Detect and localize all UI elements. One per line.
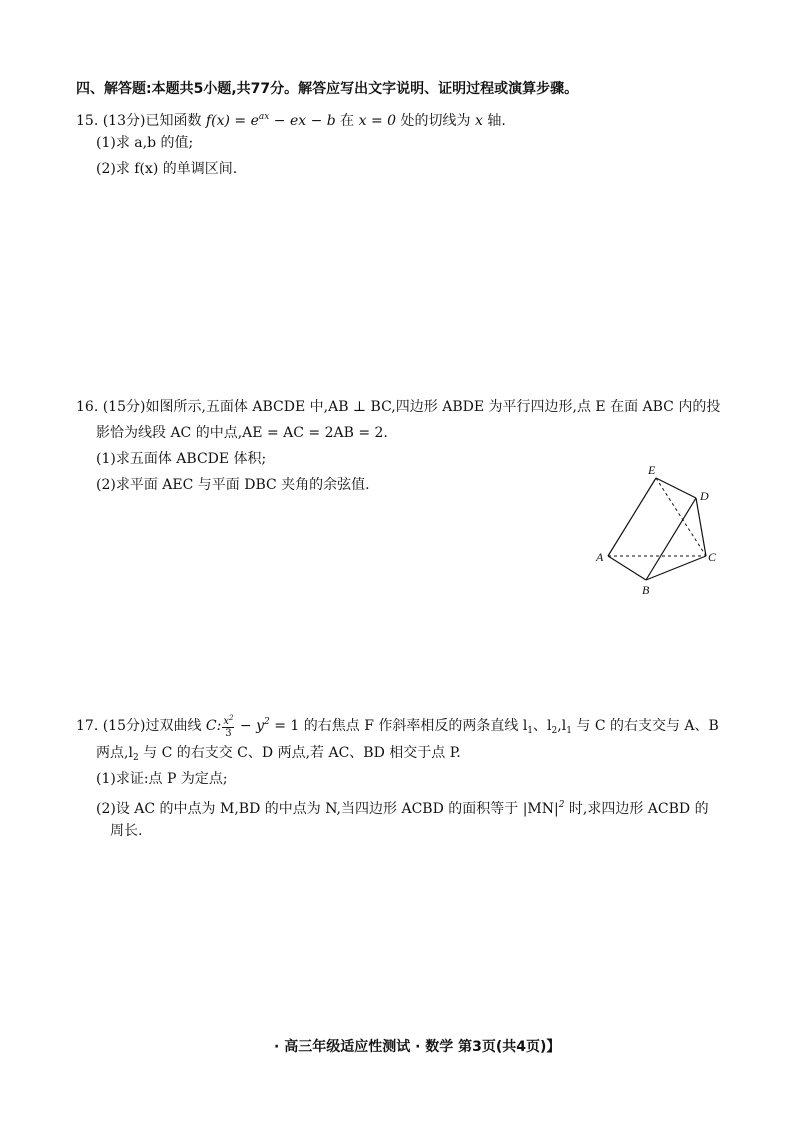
q15-stem xyxy=(76,108,506,130)
edge-EC xyxy=(656,478,706,556)
edge-BA xyxy=(608,556,646,580)
q17-eq-exp: 2 xyxy=(264,717,270,727)
q15-stem-a: 已知函数 xyxy=(145,113,202,129)
q17-line2-a: 两点,l xyxy=(96,745,133,761)
edge-CB xyxy=(646,556,706,580)
edge-ED xyxy=(656,478,696,498)
q16-line2: 影恰为线段 AC 的中点,AE = AC = 2AB = 2. xyxy=(96,425,388,441)
q17-line2 xyxy=(96,744,461,767)
q15-eq: = e xyxy=(234,113,259,129)
q16-score: (15分) xyxy=(102,399,146,415)
pentahedron-figure xyxy=(588,458,728,598)
q17-line1 xyxy=(76,710,719,743)
q17-line2-b: 与 C 的右支交 C、D 两点,若 AC、BD 相交于点 P. xyxy=(138,745,461,761)
q16-text-line1: 如图所示,五面体 ABCDE 中,AB ⊥ BC,四边形 ABDE 为平行四边形,点 E 在面 ABC 内的投 xyxy=(145,399,721,415)
q15-stem-c: 处的切线为 xyxy=(400,113,471,129)
q17-fraction xyxy=(222,713,234,739)
q17-stem-a: 过双曲线 xyxy=(145,718,202,734)
q17-frac-num-exp: 2 xyxy=(229,714,234,722)
label-D: D xyxy=(700,489,709,503)
page-footer: · 高三年级适应性测试 · 数学 第3页(共4页)】 xyxy=(274,1039,561,1055)
q15-number: 15. xyxy=(76,113,99,129)
label-E: E xyxy=(648,463,656,477)
q17-part2-exp: 2 xyxy=(558,800,565,810)
edge-DC xyxy=(696,498,706,556)
edge-AE xyxy=(608,478,656,556)
q15-rest: − ex − b xyxy=(269,113,336,129)
q15-stem-d: 轴. xyxy=(487,113,506,129)
q17-score: (15分) xyxy=(102,718,146,734)
section-title: 四、解答题:本题共5小题,共77分。解答应写出文字说明、证明过程或演算步骤。 xyxy=(76,81,579,97)
q17-line2-sub: 2 xyxy=(132,753,139,763)
q17-sub1: 1 xyxy=(527,726,534,736)
q17-part2-a: (2)设 AC 的中点为 M,BD 的中点为 N,当四边形 ACBD 的面积等于 |MN| xyxy=(96,801,559,817)
q15-part1: (1)求 a,b 的值; xyxy=(96,135,194,151)
q17-sep1: 、l xyxy=(533,718,552,734)
q17-eq-rest: − y xyxy=(235,718,265,734)
q17-frac-den: 3 xyxy=(225,728,232,739)
q17-eq-end: = 1 xyxy=(269,718,300,734)
q17-sep2: ,l xyxy=(557,718,567,734)
q15-stem-b: 在 xyxy=(340,113,355,129)
q16-number: 16. xyxy=(76,399,99,415)
q17-part2-cont: 周长. xyxy=(110,823,143,839)
q17-sub2: 2 xyxy=(551,726,558,736)
q17-frac-num: x xyxy=(223,716,229,727)
q15-axis: x xyxy=(474,113,483,129)
q15-func: f(x) xyxy=(205,113,230,129)
edge-BD xyxy=(646,498,696,580)
q17-stem-c: 与 C 的右支交与 A、B xyxy=(571,718,719,734)
q17-part2 xyxy=(96,796,709,818)
q17-curve: C: xyxy=(205,718,222,734)
q16-part2: (2)求平面 AEC 与平面 DBC 夹角的余弦值. xyxy=(96,477,370,493)
q17-number: 17. xyxy=(76,718,99,734)
label-B: B xyxy=(642,583,650,597)
q15-exp: ax xyxy=(258,112,270,122)
q17-stem-b: 的右焦点 F 作斜率相反的两条直线 l xyxy=(303,718,528,734)
q15-cond: x = 0 xyxy=(358,113,397,129)
q16-part1: (1)求五面体 ABCDE 体积; xyxy=(96,451,267,467)
q17-part2-b: 时,求四边形 ACBD 的 xyxy=(564,801,709,817)
q15-score: (13分) xyxy=(102,113,146,129)
label-A: A xyxy=(596,550,604,564)
q17-part1: (1)求证:点 P 为定点; xyxy=(96,771,228,787)
label-C: C xyxy=(708,550,717,564)
q16-line1 xyxy=(76,398,720,416)
q17-sub3: 1 xyxy=(566,726,572,736)
q15-part2: (2)求 f(x) 的单调区间. xyxy=(96,161,238,177)
